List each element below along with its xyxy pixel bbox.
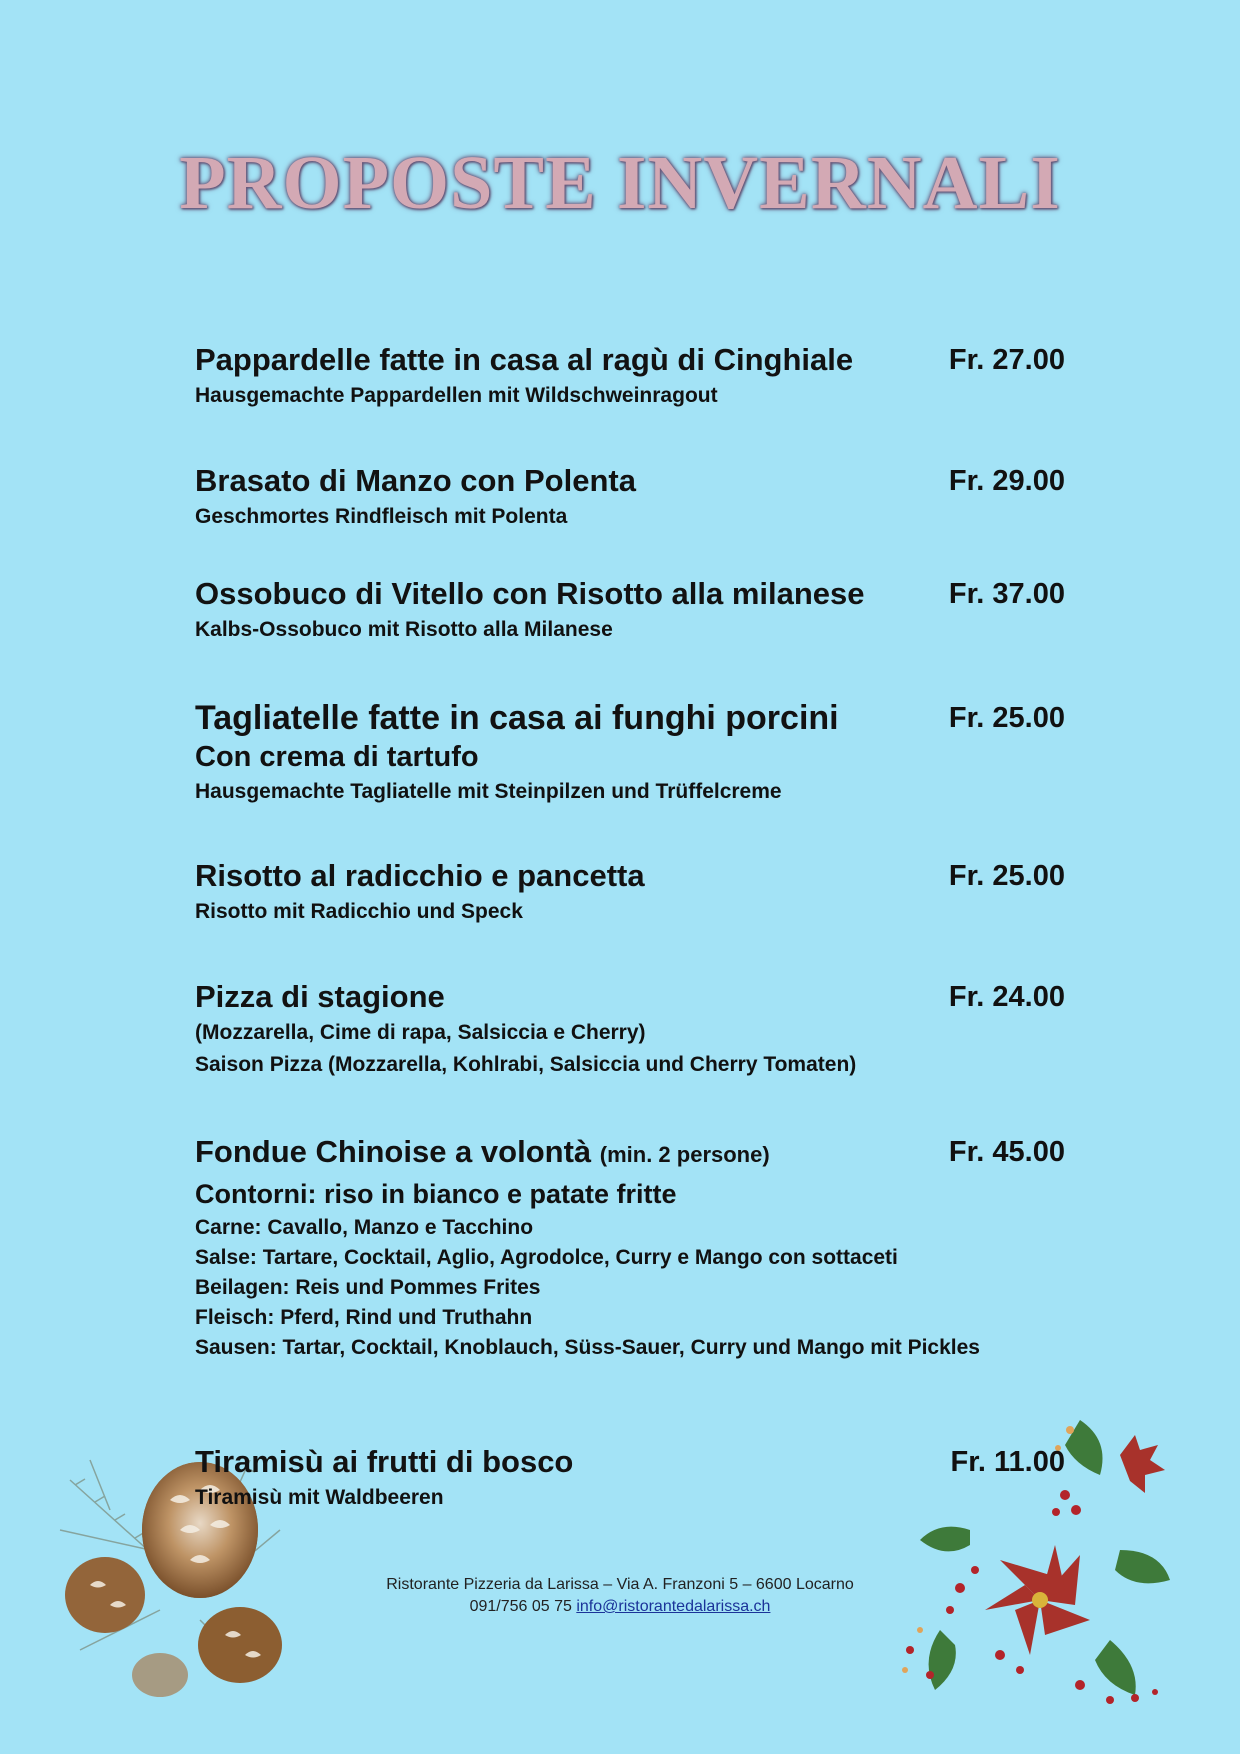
dish-description: Kalbs-Ossobuco mit Risotto alla Milanese (195, 618, 613, 641)
menu-item (195, 698, 1075, 808)
menu-item (195, 340, 1075, 412)
dish-description: Geschmortes Rindfleisch mit Polenta (195, 505, 568, 528)
menu-item (195, 1132, 1095, 1363)
detail-label: Salse: (195, 1246, 257, 1269)
detail-text: Tartar, Cocktail, Knoblauch, Süss-Sauer, Curry und Mango mit Pickles (276, 1336, 980, 1359)
page-title: PROPOSTE INVERNALI (179, 141, 1061, 225)
footer (320, 1574, 920, 1618)
dish-subtitle: Contorni: riso in bianco e patate fritte (195, 1179, 677, 1209)
detail-label: Beilagen: (195, 1276, 290, 1299)
dish-description: Hausgemachte Tagliatelle mit Steinpilzen und Trüffelcreme (195, 780, 782, 803)
detail-label: Sausen: (195, 1336, 277, 1359)
detail-text: Cavallo, Manzo e Tacchino (261, 1216, 534, 1239)
dish-name: Fondue Chinoise a volontà (195, 1134, 592, 1169)
menu-item (195, 977, 1075, 1081)
menu-item (195, 856, 1075, 928)
dish-name: Tiramisù ai frutti di bosco (195, 1444, 574, 1479)
detail-text: Reis und Pommes Frites (289, 1276, 541, 1299)
dish-description: Hausgemachte Pappardellen mit Wildschweinragout (195, 384, 718, 407)
detail-line (195, 1273, 1095, 1303)
detail-line (195, 1303, 1095, 1333)
dish-price: Fr. 27.00 (948, 344, 1065, 376)
dish-price: Fr. 11.00 (950, 1446, 1065, 1478)
menu-item (195, 574, 1075, 646)
dish-description-de: Saison Pizza (Mozzarella, Kohlrabi, Salsiccia und Cherry Tomaten) (195, 1053, 857, 1076)
dish-name: Pappardelle fatte in casa al ragù di Cinghiale (195, 342, 854, 377)
menu-item (195, 1442, 1075, 1514)
dish-name: Tagliatelle fatte in casa ai funghi porcini (195, 699, 839, 737)
dish-name: Pizza di stagione (195, 979, 445, 1014)
detail-label: Fleisch: (195, 1306, 275, 1329)
detail-label: Carne: (195, 1216, 262, 1239)
dish-name: Risotto al radicchio e pancetta (195, 858, 645, 893)
dish-price: Fr. 24.00 (948, 981, 1065, 1013)
dish-price: Fr. 37.00 (948, 578, 1065, 610)
detail-line (195, 1213, 1095, 1243)
dish-price: Fr. 45.00 (948, 1136, 1065, 1168)
footer-phone: 091/756 05 75 (469, 1598, 577, 1615)
email-link[interactable]: info@ristorantedalarissa.ch (576, 1598, 771, 1615)
dish-price: Fr. 29.00 (948, 465, 1065, 497)
dish-note: (min. 2 persone) (599, 1142, 770, 1167)
footer-address: Ristorante Pizzeria da Larissa – Via A. Franzoni 5 – 6600 Locarno (386, 1576, 854, 1593)
dish-description: Risotto mit Radicchio und Speck (195, 900, 523, 923)
detail-line (195, 1243, 1095, 1273)
menu-item (195, 461, 1075, 533)
dish-name: Brasato di Manzo con Polenta (195, 463, 636, 498)
dish-subtitle: Con crema di tartufo (195, 741, 479, 773)
dish-description: Tiramisù mit Waldbeeren (195, 1486, 444, 1509)
footer-contact (320, 1596, 920, 1618)
detail-text: Tartare, Cocktail, Aglio, Agrodolce, Curry e Mango con sottaceti (256, 1246, 898, 1269)
dish-price: Fr. 25.00 (948, 860, 1065, 892)
dish-price: Fr. 25.00 (948, 702, 1065, 734)
dish-description: (Mozzarella, Cime di rapa, Salsiccia e Cherry) (195, 1021, 646, 1044)
detail-line (195, 1333, 1095, 1363)
detail-text: Pferd, Rind und Truthahn (274, 1306, 533, 1329)
dish-name: Ossobuco di Vitello con Risotto alla milanese (195, 576, 865, 611)
